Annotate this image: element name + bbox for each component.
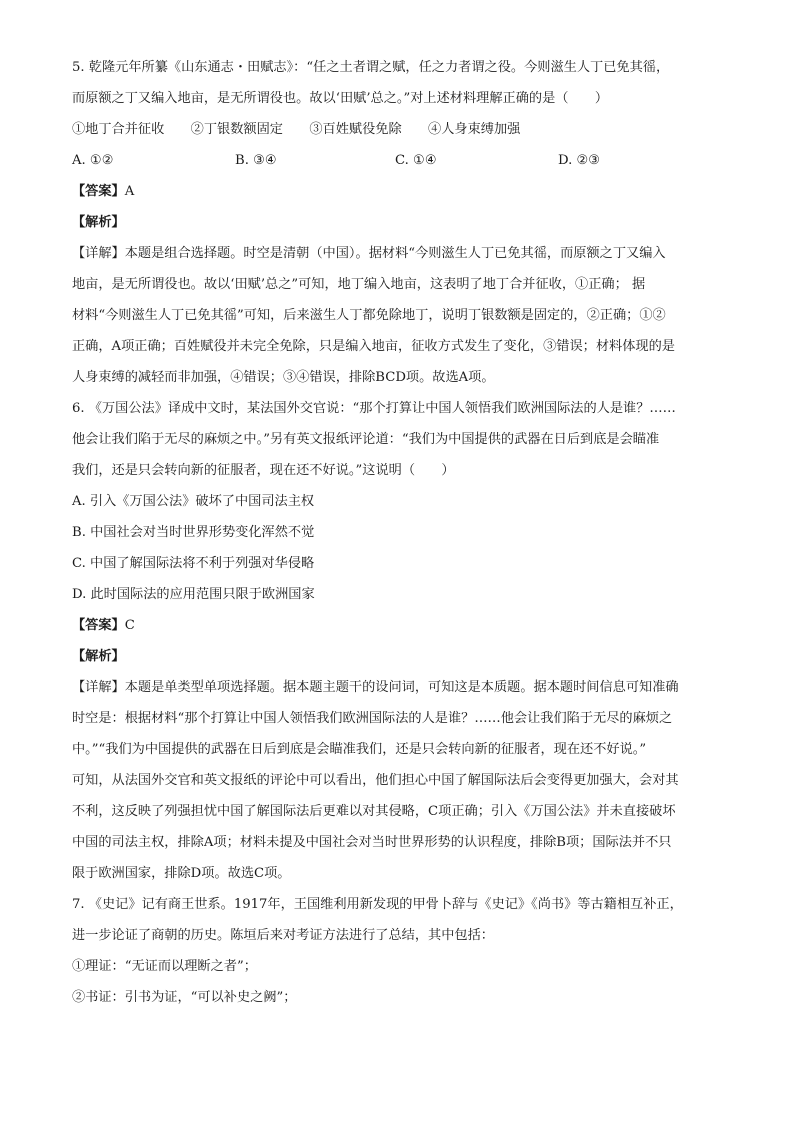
- analysis-tag: 【解析】: [72, 215, 125, 230]
- question-stem-line: 我们，还是只会转向新的征服者，现在还不好说。”这说明（ ）: [72, 463, 455, 478]
- detail-line: 不利，这反映了列强担忧中国了解国际法后更难以对其侵略，C项正确；引入《万国公法》并未直接破坏: [72, 804, 676, 819]
- question-stem-line: 6. 《万国公法》译成中文时，某法国外交官说：“那个打算让中国人领悟我们欧洲国际法的人是谁？……: [72, 401, 676, 416]
- question-statement-2: ②书证：引书为证，“可以补史之阙”；: [72, 990, 297, 1005]
- detail-line: 人身束缚的减轻而非加强，④错误；③④错误，排除BCD项。故选A项。: [72, 370, 495, 385]
- option-d: D. 此时国际法的应用范围只限于欧洲国家: [72, 587, 315, 602]
- question-options: [72, 151, 722, 171]
- question-7: [72, 895, 722, 1008]
- detail-line: 【详解】本题是组合选择题。时空是清朝（中国）。据材料“今则滋生人丁已免其徭，而原额之丁又编入: [72, 246, 666, 261]
- detail-line: 中国的司法主权，排除A项；材料未提及中国社会对当时世界形势的认识程度，排除B项；国际法并不只: [72, 835, 672, 850]
- answer-tag: 【答案】: [72, 618, 125, 633]
- option-b: B. 中国社会对当时世界形势变化浑然不觉: [72, 525, 315, 540]
- option-a: A. 引入《万国公法》破坏了中国司法主权: [72, 494, 315, 509]
- question-stem-line: 7. 《史记》记有商王世系。1917年，王国维利用新发现的甲骨卜辞与《史记》《尚书》等古籍相互补正，: [72, 897, 683, 912]
- detail-line: 材料“今则滋生人丁已免其徭”可知，后来滋生人丁都免除地丁，说明丁银数额是固定的，②正确；①②: [72, 308, 666, 323]
- question-6: [72, 399, 722, 884]
- answer-tag: 【答案】: [72, 184, 125, 199]
- exam-page: [72, 58, 722, 1019]
- detail-line: 中。”“我们为中国提供的武器在日后到底是会瞄准我们，还是只会转向新的征服者，现在还不好说。”: [72, 742, 647, 757]
- question-stem-line: 5. 乾隆元年所纂《山东通志・田赋志》：“任之土者谓之赋，任之力者谓之役。今则滋生人丁已免其徭，: [72, 60, 670, 75]
- answer-line: [72, 616, 722, 636]
- question-stem-line: 进一步论证了商朝的历史。陈垣后来对考证方法进行了总结，其中包括：: [72, 928, 494, 943]
- detail-line: 可知，从法国外交官和英文报纸的评论中可以看出，他们担心中国了解国际法后会变得更加强大，会对其: [72, 773, 679, 788]
- option-b: B. ③④: [235, 153, 277, 168]
- question-stem-line: 而原额之丁又编入地亩，是无所谓役也。故以‘田赋’总之。”对上述材料理解正确的是（ ）: [72, 91, 609, 106]
- answer-value: A: [124, 184, 135, 199]
- question-stem-line: 他会让我们陷于无尽的麻烦之中。”另有英文报纸评论道：“我们为中国提供的武器在日后到底是会瞄准: [72, 432, 660, 447]
- question-5: [72, 58, 722, 388]
- option-c: C. ①④: [395, 153, 437, 168]
- detail-line: 地亩，是无所谓役也。故以‘田赋’总之”可知，地丁编入地亩，这表明了地丁合并征收，①正确； 据: [72, 277, 646, 292]
- option-a: A. ①②: [72, 153, 114, 168]
- answer-value: C: [124, 618, 135, 633]
- detail-line: 正确，A项正确；百姓赋役并未完全免除，只是编入地亩，征收方式发生了变化，③错误；材料体现的是: [72, 339, 675, 354]
- answer-line: [72, 182, 722, 202]
- option-c: C. 中国了解国际法将不利于列强对华侵略: [72, 556, 315, 571]
- analysis-tag: 【解析】: [72, 649, 125, 664]
- question-statement-1: ①理证：“无证而以理断之者”；: [72, 959, 257, 974]
- detail-line: 时空是：根据材料“那个打算让中国人领悟我们欧洲国际法的人是谁？……他会让我们陷于无尽的麻烦之: [72, 711, 673, 726]
- detail-line: 【详解】本题是单类型单项选择题。据本题主题干的设问词，可知这是本质题。据本题时间信息可知准确: [72, 680, 679, 695]
- question-statements: ①地丁合并征收 ②丁银数额固定 ③百姓赋役免除 ④人身束缚加强: [72, 122, 521, 137]
- option-d: D. ②③: [558, 153, 601, 168]
- detail-line: 限于欧洲国家，排除D项。故选C项。: [72, 866, 291, 881]
